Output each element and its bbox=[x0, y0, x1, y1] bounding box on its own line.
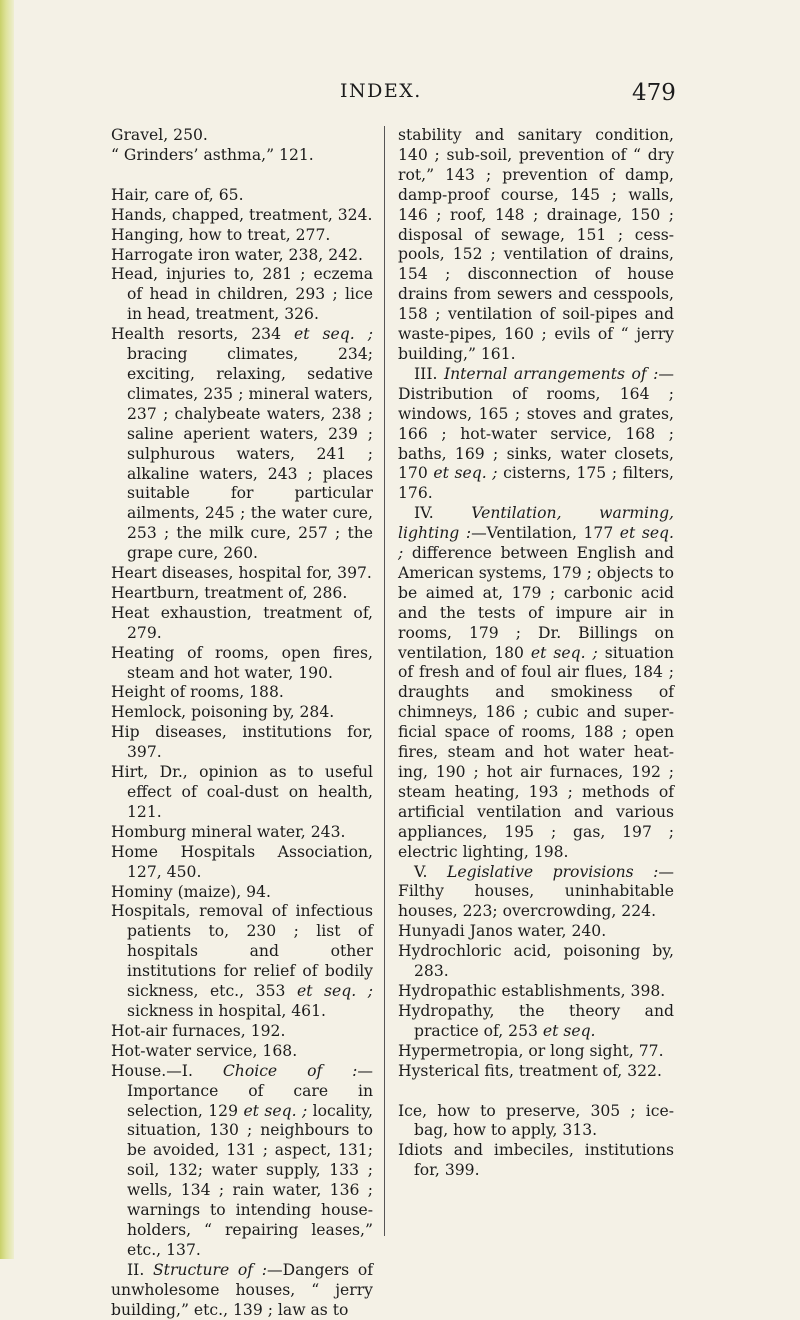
index-entry: Hot-air furnaces, 192. bbox=[111, 1021, 286, 1040]
index-entry: Hunyadi Janos water, 240. bbox=[398, 922, 607, 941]
index-entry: “ Grinders’ asthma,” 121. bbox=[111, 145, 314, 164]
index-entry: Hominy (maize), 94. bbox=[111, 882, 271, 901]
index-entry: Hospitals, removal of infectious patients to, 230 ; list of hospitals and other institutions for relief of bodily sickness, etc., 353 et seq. ; sickness in hospital, 461. bbox=[111, 902, 373, 1020]
index-entry: Hydrochloric acid, poisoning by, 283. bbox=[398, 942, 674, 981]
index-entry: Hair, care of, 65. bbox=[111, 185, 244, 204]
index-entry: Hydropathy, the theory and practice of, 253 et seq. bbox=[398, 1001, 674, 1040]
index-entry: Gravel, 250. bbox=[111, 126, 208, 144]
index-column-right bbox=[398, 126, 674, 1181]
index-entry: Hip diseases, institutions for, 397. bbox=[111, 723, 373, 762]
index-entry: Harrogate iron water, 238, 242. bbox=[111, 245, 363, 264]
index-entry: Hemlock, poisoning by, 284. bbox=[111, 703, 335, 722]
index-entry: House.—I. Choice of :—Importance of care in selection, 129 et seq. ; locality, situation, 130 ; neighbours to be avoided, 131 ; aspect, 131; soil, 132; water supply, 133 ; wells, 134 ; rain water, 136 ; warnings to intending house-holders, “ repairing leases,” etc., 137. bbox=[111, 1061, 373, 1259]
index-entry: Health resorts, 234 et seq. ; bracing climates, 234; exciting, relaxing, sedative climates, 235 ; mineral waters, 237 ; chalybeate waters, 238 ; saline aperient waters, 239 ; sulphurous waters, 241 ; alkaline waters, 243 ; places suitable for particular ailments, 245 ; the water cure, 253 ; the milk cure, 257 ; the grape cure, 260. bbox=[111, 325, 373, 563]
index-entry: Head, injuries to, 281 ; eczema of head in children, 293 ; lice in head, treatment, 326. bbox=[111, 265, 373, 324]
index-entry: Hirt, Dr., opinion as to useful effect of coal-dust on health, 121. bbox=[111, 763, 373, 821]
index-entry: Hysterical fits, treatment of, 322. bbox=[398, 1061, 662, 1080]
index-entry: Hanging, how to treat, 277. bbox=[111, 225, 331, 244]
index-subentry: III. Internal arrangements of :—Distribution of rooms, 164 ; windows, 165 ; stoves and grates, 166 ; hot-water service, 168 ; baths, 169 ; sinks, water closets, 170 et seq. ; cisterns, 175 ; filters, 176. bbox=[398, 364, 674, 503]
page-gutter bbox=[0, 0, 14, 1259]
index-entry: Hydropathic establishments, 398. bbox=[398, 981, 666, 1000]
running-title: INDEX. bbox=[340, 80, 422, 102]
index-entry: Heat exhaustion, treatment of, 279. bbox=[111, 603, 373, 642]
index-column-left bbox=[111, 126, 373, 1320]
index-entry: Homburg mineral water, 243. bbox=[111, 822, 346, 841]
index-subentry: IV. Ventilation, warming, lighting :—Ventilation, 177 et seq. ; difference between English and American systems, 179 ; objects to be aimed at, 179 ; carbonic acid and the tests of impure air in rooms, 179 ; Dr. Billings on ventilation, 180 et seq. ; situation of fresh and of foul air flues, 184 ; draughts and smokiness of chimneys, 186 ; cubic and super-ficial space of rooms, 188 ; open fires, steam and hot water heat-ing, 190 ; hot air furnaces, 192 ; steam heating, 193 ; methods of artificial ventilation and various appliances, 195 ; gas, 197 ; electric lighting, 198. bbox=[398, 504, 675, 861]
page-number: 479 bbox=[632, 80, 676, 106]
index-subentry: V. Legislative provisions :— Filthy houses, uninhabitable houses, 223; overcrowding, 224. bbox=[398, 862, 675, 921]
index-entry: Heartburn, treatment of, 286. bbox=[111, 583, 348, 602]
index-subentry: II. Structure of :—Dangers of unwholesome houses, “ jerry building,” etc., 139 ; law as to bbox=[111, 1260, 373, 1319]
page-header bbox=[0, 80, 800, 110]
index-entry: Heating of rooms, open fires, steam and hot water, 190. bbox=[111, 643, 373, 682]
index-entry: Heart diseases, hospital for, 397. bbox=[111, 564, 372, 583]
index-entry: Height of rooms, 188. bbox=[111, 683, 284, 702]
index-entry: Ice, how to preserve, 305 ; ice-bag, how to apply, 313. bbox=[398, 1101, 674, 1140]
column-divider bbox=[384, 126, 385, 1236]
index-entry: Hot-water service, 168. bbox=[111, 1041, 298, 1060]
index-subentry-continued: stability and sanitary condition, 140 ; sub-soil, prevention of “ dry rot,” 143 ; prevention of damp, damp-proof course, 145 ; walls, 146 ; roof, 148 ; drainage, 150 ; disposal of sewage, 151 ; cess-pools, 152 ; ventilation of drains, 154 ; disconnection of house drains from sewers and cesspools, 158 ; ventilation of soil-pipes and waste-pipes, 160 ; evils of “ jerry building,” 161. bbox=[398, 126, 674, 363]
index-entry: Hands, chapped, treatment, 324. bbox=[111, 205, 373, 224]
index-entry: Hypermetropia, or long sight, 77. bbox=[398, 1041, 664, 1060]
index-entry: Home Hospitals Association, 127, 450. bbox=[111, 842, 373, 881]
index-entry: Idiots and imbeciles, institutions for, 399. bbox=[398, 1141, 674, 1180]
